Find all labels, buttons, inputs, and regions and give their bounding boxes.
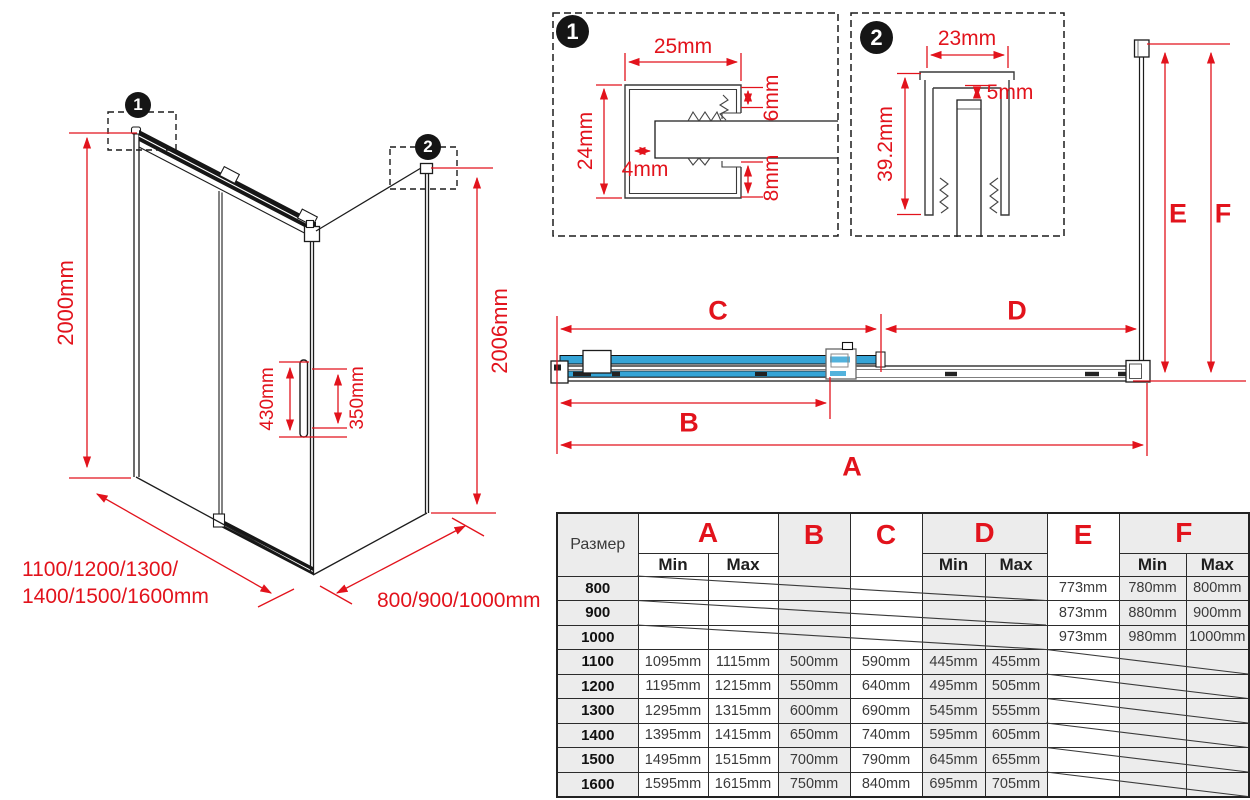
table-cell: 980mm (1119, 625, 1186, 650)
detail2-height-label: 39.2mm (874, 106, 897, 182)
iso-badge-1: 1 (125, 92, 151, 118)
table-cell: 873mm (1047, 601, 1119, 626)
plan-a-label: A (842, 451, 862, 482)
table-cell: 1000mm (1186, 625, 1249, 650)
size-column-header: Размер (557, 513, 638, 576)
row-size-label: 900 (557, 601, 638, 626)
table-cell: 700mm (778, 748, 850, 773)
plan-d-label: D (1007, 295, 1027, 326)
table-row (557, 625, 1249, 650)
table-cell (1047, 772, 1119, 797)
table-cell: 1595mm (638, 772, 708, 797)
table-cell (850, 576, 922, 601)
f-max-header: Max (1186, 553, 1249, 576)
table-cell (985, 601, 1047, 626)
table-cell (708, 625, 778, 650)
table-cell: 1115mm (708, 650, 778, 675)
col-d-header: D (922, 513, 1047, 553)
d-min-header: Min (922, 553, 985, 576)
table-row (557, 650, 1249, 675)
d-max-header: Max (985, 553, 1047, 576)
table-row (557, 772, 1249, 797)
col-a-header: A (638, 513, 778, 553)
table-cell: 455mm (985, 650, 1047, 675)
table-cell (638, 625, 708, 650)
row-size-label: 1600 (557, 772, 638, 797)
table-cell (1047, 699, 1119, 724)
col-c-header: C (850, 513, 922, 576)
table-cell (922, 625, 985, 650)
detail2-width-label: 23mm (937, 27, 997, 50)
table-cell (1186, 674, 1249, 699)
table-cell: 695mm (922, 772, 985, 797)
plan-dimensions (557, 44, 1246, 456)
size-table-body (557, 576, 1249, 797)
table-cell: 840mm (850, 772, 922, 797)
col-f-header: F (1119, 513, 1249, 553)
table-cell: 600mm (778, 699, 850, 724)
row-size-label: 1100 (557, 650, 638, 675)
row-size-label: 1200 (557, 674, 638, 699)
table-row (557, 723, 1249, 748)
table-cell (778, 601, 850, 626)
detail1-top-inset-label: 6mm (760, 74, 783, 122)
table-cell: 1515mm (708, 748, 778, 773)
table-cell (1119, 674, 1186, 699)
detail1-bottom-inset-label: 8mm (760, 154, 783, 202)
table-cell (922, 601, 985, 626)
table-cell: 1295mm (638, 699, 708, 724)
table-cell: 505mm (985, 674, 1047, 699)
plan-f-label: F (1214, 198, 1232, 229)
col-b-header: B (778, 513, 850, 576)
table-cell (778, 625, 850, 650)
detail1-width-label: 25mm (653, 35, 713, 58)
table-cell: 595mm (922, 723, 985, 748)
iso-height-right-label: 2006mm (487, 288, 512, 374)
table-cell: 1215mm (708, 674, 778, 699)
table-cell (1047, 748, 1119, 773)
table-row (557, 601, 1249, 626)
row-size-label: 800 (557, 576, 638, 601)
table-cell (638, 576, 708, 601)
table-cell: 645mm (922, 748, 985, 773)
table-cell (922, 576, 985, 601)
table-cell (708, 576, 778, 601)
table-cell: 1495mm (638, 748, 708, 773)
detail1-gap-label: 4mm (621, 158, 669, 181)
table-cell: 780mm (1119, 576, 1186, 601)
plan-c-label: C (708, 295, 728, 326)
table-cell (1186, 650, 1249, 675)
table-cell: 773mm (1047, 576, 1119, 601)
table-cell: 1315mm (708, 699, 778, 724)
table-cell (1119, 772, 1186, 797)
iso-width-options-line2: 1400/1500/1600mm (22, 585, 209, 608)
table-cell: 1195mm (638, 674, 708, 699)
plan-e-label: E (1168, 198, 1188, 229)
a-min-header: Min (638, 553, 708, 576)
iso-height-left-label: 2000mm (53, 260, 78, 346)
table-cell (1047, 650, 1119, 675)
plan-b-label: B (679, 407, 699, 438)
table-cell: 690mm (850, 699, 922, 724)
table-cell: 740mm (850, 723, 922, 748)
table-cell (1186, 723, 1249, 748)
table-cell: 605mm (985, 723, 1047, 748)
table-row (557, 699, 1249, 724)
table-cell (638, 601, 708, 626)
table-row (557, 748, 1249, 773)
f-min-header: Min (1119, 553, 1186, 576)
col-e-header: E (1047, 513, 1119, 576)
table-cell (985, 576, 1047, 601)
detail2-badge: 2 (860, 21, 893, 54)
table-cell (850, 601, 922, 626)
table-cell: 1415mm (708, 723, 778, 748)
table-cell (1119, 650, 1186, 675)
table-cell: 590mm (850, 650, 922, 675)
table-cell (1186, 748, 1249, 773)
table-cell: 655mm (985, 748, 1047, 773)
isometric-dimensions (69, 133, 496, 607)
table-cell: 495mm (922, 674, 985, 699)
row-size-label: 1400 (557, 723, 638, 748)
iso-width-options-line1: 1100/1200/1300/ (22, 558, 179, 581)
table-cell: 1095mm (638, 650, 708, 675)
table-cell: 640mm (850, 674, 922, 699)
table-cell: 880mm (1119, 601, 1186, 626)
size-table (556, 512, 1248, 798)
detail1-badge: 1 (556, 15, 589, 48)
a-max-header: Max (708, 553, 778, 576)
table-cell (985, 625, 1047, 650)
table-cell (1119, 699, 1186, 724)
iso-handle-spacing-label: 350mm (347, 366, 368, 430)
table-cell (1186, 772, 1249, 797)
table-cell (850, 625, 922, 650)
table-row (557, 576, 1249, 601)
table-cell: 550mm (778, 674, 850, 699)
table-cell (1119, 723, 1186, 748)
table-cell: 545mm (922, 699, 985, 724)
iso-badge-2: 2 (415, 134, 441, 160)
iso-depth-options: 800/900/1000mm (377, 589, 541, 612)
table-cell: 650mm (778, 723, 850, 748)
table-cell (1047, 674, 1119, 699)
table-cell: 1615mm (708, 772, 778, 797)
detail1-height-label: 24mm (574, 111, 597, 171)
table-cell: 900mm (1186, 601, 1249, 626)
table-cell: 445mm (922, 650, 985, 675)
table-cell (1186, 699, 1249, 724)
row-size-label: 1300 (557, 699, 638, 724)
table-cell: 500mm (778, 650, 850, 675)
table-cell: 790mm (850, 748, 922, 773)
table-cell (778, 576, 850, 601)
table-cell (708, 601, 778, 626)
detail2-top-gap-label: 5mm (986, 81, 1034, 104)
row-size-label: 1500 (557, 748, 638, 773)
table-cell: 973mm (1047, 625, 1119, 650)
isometric-enclosure (108, 112, 457, 575)
table-cell: 555mm (985, 699, 1047, 724)
table-cell (1047, 723, 1119, 748)
row-size-label: 1000 (557, 625, 638, 650)
table-cell: 705mm (985, 772, 1047, 797)
table-row (557, 674, 1249, 699)
table-cell: 1395mm (638, 723, 708, 748)
table-cell: 800mm (1186, 576, 1249, 601)
iso-handle-length-label: 430mm (257, 367, 278, 431)
table-cell (1119, 748, 1186, 773)
table-cell: 750mm (778, 772, 850, 797)
